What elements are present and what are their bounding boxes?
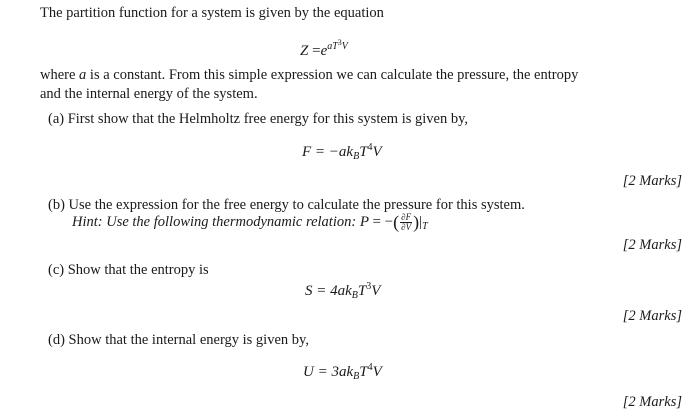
eq-exp-v: V — [341, 41, 348, 52]
frac-den: ∂V — [401, 222, 412, 233]
part-b-marks: [2 Marks] — [622, 237, 682, 253]
eq-lhs: U — [303, 364, 314, 380]
eq-rhs-3: V — [372, 144, 382, 160]
eq-equals: = — [312, 43, 321, 59]
part-c-marks: [2 Marks] — [622, 308, 682, 324]
eq-rhs-3: V — [372, 364, 382, 380]
eq-sub: B — [351, 290, 358, 301]
part-c-equation — [305, 278, 380, 305]
part-b-label: (b) — [48, 197, 65, 213]
where-line-2: and the internal energy of the system. — [40, 86, 258, 102]
hint-text: Hint: Use the following thermodynamic relation: — [72, 214, 357, 230]
partition-function-equation — [300, 34, 348, 60]
part-d-label: (d) — [48, 332, 65, 348]
part-a-text: First show that the Helmholtz free energy for this system is given by, — [67, 111, 469, 127]
hint-paren-open: ( — [393, 212, 400, 232]
where-word: where — [40, 67, 76, 83]
part-d-question — [48, 331, 309, 349]
eq-rhs-2: T — [357, 283, 367, 299]
eq-pow: 4 — [367, 362, 373, 373]
part-b-text: Use the expression for the free energy to calculate the pressure for this system. — [68, 197, 525, 213]
where-rest: is a constant. From this simple expression we can calculate the pressure, the entropy — [89, 67, 579, 83]
part-a-label: (a) — [48, 111, 65, 127]
eq-exp-a: aT — [327, 41, 338, 52]
eq-rhs-3: V — [371, 283, 381, 299]
where-line — [40, 66, 578, 84]
part-c-label: (c) — [48, 262, 65, 278]
hint-eq-tail: | — [419, 214, 423, 230]
eq-base: e — [320, 43, 328, 59]
frac-num: ∂F — [401, 212, 412, 223]
eq-rhs-1: = 3ak — [317, 364, 354, 380]
hint-eq-sub: T — [422, 221, 428, 232]
hint-paren-close: ) — [413, 212, 420, 232]
hint-eq-lhs: P — [359, 214, 369, 230]
eq-lhs: S — [305, 283, 313, 299]
eq-rhs-2: T — [359, 144, 368, 160]
eq-lhs: F — [302, 144, 312, 160]
part-b-hint — [72, 213, 428, 236]
part-c-question — [48, 261, 209, 279]
eq-rhs-1: = 4ak — [316, 283, 352, 299]
eq-sub: B — [353, 371, 360, 382]
eq-rhs-2: T — [359, 364, 368, 380]
where-var: a — [79, 67, 87, 83]
eq-pow: 4 — [367, 142, 373, 153]
eq-lhs: Z — [300, 43, 309, 59]
hint-equation — [359, 212, 428, 233]
eq-pow: 3 — [366, 281, 372, 292]
part-a-question — [48, 110, 468, 128]
part-b-question — [48, 196, 525, 214]
hint-fraction — [400, 213, 412, 232]
eq-exp-pow: 3 — [337, 38, 342, 47]
eq-rhs-1: = −ak — [314, 144, 354, 160]
part-c-text: Show that the entropy is — [67, 262, 209, 278]
part-d-marks: [2 Marks] — [622, 394, 682, 410]
part-d-equation — [303, 359, 382, 386]
part-d-text: Show that the internal energy is given by, — [68, 332, 309, 348]
eq-sub: B — [353, 151, 360, 162]
intro-line: The partition function for a system is given by the equation — [40, 5, 384, 21]
hint-eq-eq: = − — [372, 214, 394, 230]
part-a-marks: [2 Marks] — [622, 173, 682, 189]
part-a-equation — [302, 139, 382, 166]
